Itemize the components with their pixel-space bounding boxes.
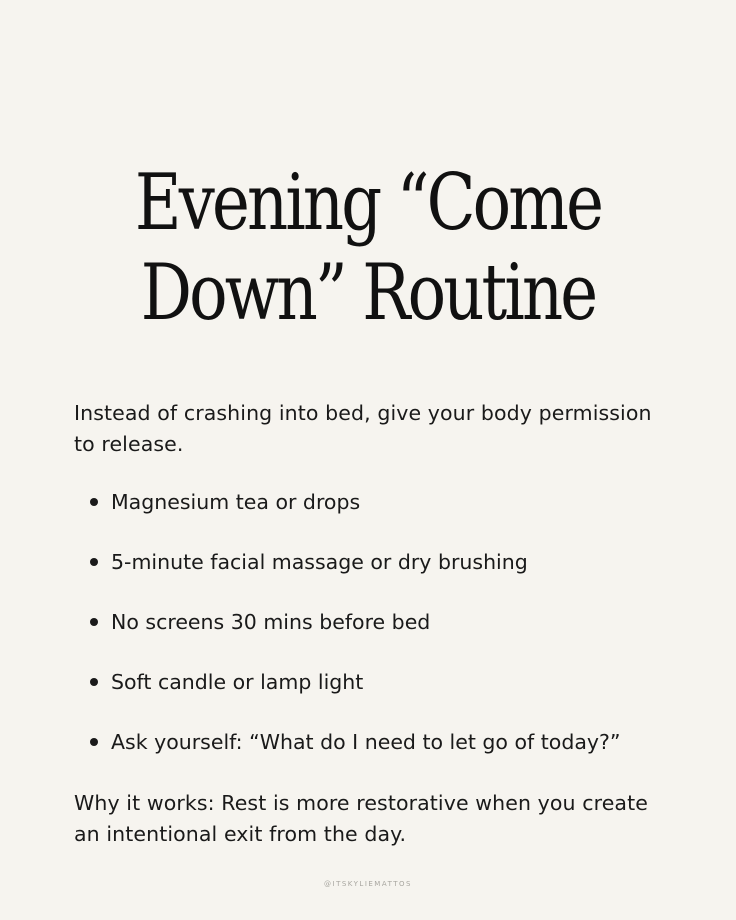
list-item-text: Soft candle or lamp light xyxy=(111,670,364,694)
bullet-icon xyxy=(90,678,98,686)
bullet-icon xyxy=(90,558,98,566)
list-item xyxy=(74,592,694,652)
list-item xyxy=(74,652,694,712)
page-title xyxy=(66,158,670,338)
bullet-icon xyxy=(90,738,98,746)
list-item-text: 5-minute facial massage or dry brushing xyxy=(111,550,528,574)
list-item xyxy=(74,472,694,532)
title-line-2: Down” Routine xyxy=(140,248,596,338)
list-item xyxy=(74,712,694,772)
author-handle: @ITSKYLIEMATTOS xyxy=(324,880,412,888)
list-item-text: Magnesium tea or drops xyxy=(111,490,361,514)
title-line-1: Evening “Come xyxy=(134,158,602,248)
intro-paragraph: Instead of crashing into bed, give your body permission to release. xyxy=(74,401,652,456)
bullet-icon xyxy=(90,618,98,626)
list-item-text: Ask yourself: “What do I need to let go of today?” xyxy=(111,730,621,754)
bullet-icon xyxy=(90,498,98,506)
list-item-text: No screens 30 mins before bed xyxy=(111,610,431,634)
list-item xyxy=(74,532,694,592)
routine-list xyxy=(74,472,694,772)
outro-paragraph: Why it works: Rest is more restorative when you create an intentional exit from the day. xyxy=(74,791,648,846)
